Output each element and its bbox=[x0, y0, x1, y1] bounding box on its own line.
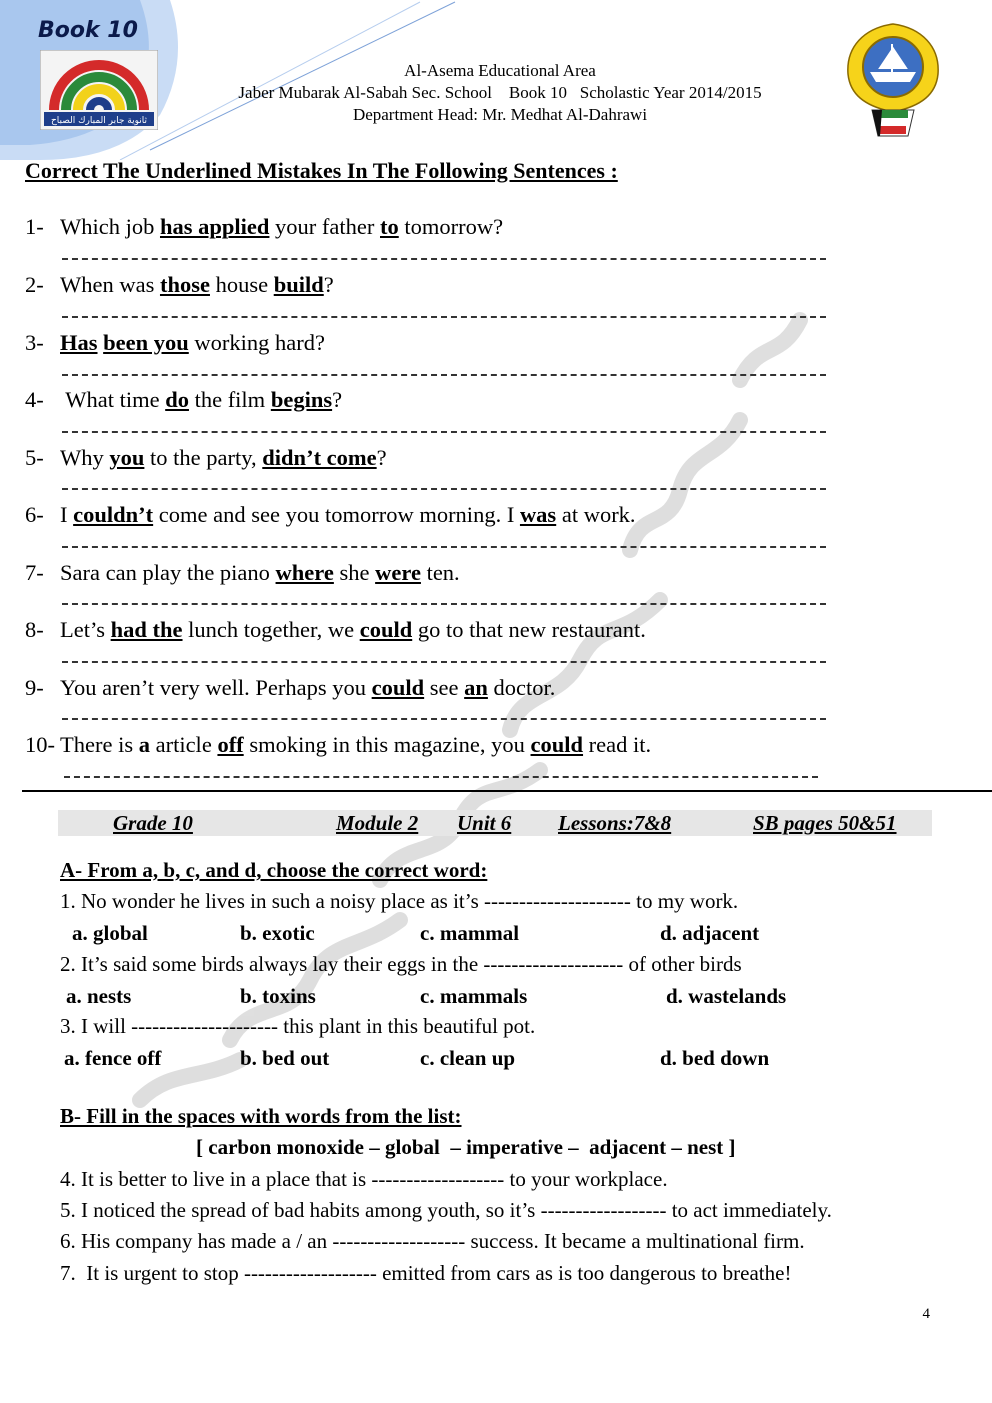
sentence-text: she bbox=[333, 560, 376, 585]
school-logo bbox=[40, 50, 158, 130]
question-1 bbox=[25, 214, 503, 240]
sentence-text: Why bbox=[60, 445, 110, 470]
question-number: 7- bbox=[25, 560, 44, 585]
question-5 bbox=[25, 445, 387, 471]
sentence-text: to the party, bbox=[144, 445, 263, 470]
sentence-text: What time bbox=[60, 387, 166, 412]
question-number: 9- bbox=[25, 675, 44, 700]
header-department: Department Head: Mr. Medhat Al-Dahrawi bbox=[352, 105, 648, 124]
part-a-q3-option-c: c. clean up bbox=[420, 1046, 516, 1070]
kuwait-emblem-icon bbox=[842, 22, 944, 140]
section-title: Correct The Underlined Mistakes In The Following Sentences : bbox=[25, 158, 618, 183]
question-2 bbox=[25, 272, 334, 298]
answer-line bbox=[62, 431, 826, 433]
question-number: 2- bbox=[25, 272, 44, 297]
part-a-q1-option-d: d. adjacent bbox=[660, 921, 760, 945]
lessons-label: Lessons:7&8 bbox=[558, 811, 672, 835]
question-number: 6- bbox=[25, 502, 44, 527]
part-a-question-1: 1. No wonder he lives in such a noisy place as it’s --------------------- to my work. bbox=[60, 889, 739, 913]
underlined-mistake: off bbox=[217, 732, 244, 757]
question-10 bbox=[25, 732, 651, 758]
question-number: 8- bbox=[25, 617, 44, 642]
grade-bar bbox=[58, 810, 932, 836]
sentence-text: ? bbox=[332, 387, 343, 412]
underlined-mistake: could bbox=[530, 732, 584, 757]
part-a-q3-option-d: d. bed down bbox=[660, 1046, 770, 1070]
sentence-text: the film bbox=[188, 387, 271, 412]
part-b-question-6: 6. His company has made a / an ------------------- success. It became a multinational firm. bbox=[60, 1229, 805, 1253]
answer-line bbox=[64, 776, 818, 778]
question-number: 3- bbox=[25, 330, 44, 355]
header bbox=[180, 60, 820, 126]
question-number: 4- bbox=[25, 387, 44, 412]
sentence-text: working hard? bbox=[188, 330, 325, 355]
sentence-text: lunch together, we bbox=[182, 617, 360, 642]
sentence-text: your father bbox=[269, 214, 380, 239]
underlined-mistake: were bbox=[375, 560, 421, 585]
sentence-text: You aren’t very well. Perhaps you bbox=[60, 675, 372, 700]
header-school: Jaber Mubarak Al-Sabah Sec. School Book 10 Scholastic Year 2014/2015 bbox=[238, 83, 762, 102]
underlined-mistake: had the bbox=[110, 617, 183, 642]
underlined-mistake: could bbox=[371, 675, 425, 700]
sentence-text: article bbox=[149, 732, 218, 757]
underlined-mistake: has applied bbox=[159, 214, 270, 239]
sentence-text: There is bbox=[60, 732, 139, 757]
module-label: Module 2 bbox=[336, 811, 419, 835]
book-label: Book 10 bbox=[38, 18, 138, 43]
underlined-mistake: to bbox=[380, 214, 399, 239]
header-area: Al-Asema Educational Area bbox=[404, 61, 596, 80]
underlined-mistake: where bbox=[275, 560, 334, 585]
sentence-text: see bbox=[424, 675, 465, 700]
underlined-mistake: was bbox=[519, 502, 557, 527]
sentence-text: tomorrow? bbox=[398, 214, 504, 239]
question-number: 10- bbox=[25, 732, 55, 757]
part-a-heading: A- From a, b, c, and d, choose the correct word: bbox=[60, 858, 488, 882]
underlined-mistake: couldn’t bbox=[73, 502, 154, 527]
underlined-mistake: you bbox=[109, 445, 145, 470]
answer-line bbox=[62, 661, 826, 663]
part-a-q1-option-b: b. exotic bbox=[240, 921, 315, 945]
answer-line bbox=[62, 488, 826, 490]
part-b-heading: B- Fill in the spaces with words from the list: bbox=[60, 1104, 462, 1128]
answer-line bbox=[62, 316, 826, 318]
underlined-mistake: been you bbox=[103, 330, 189, 355]
part-a-q2-option-d: d. wastelands bbox=[666, 984, 787, 1008]
underlined-mistake: build bbox=[273, 272, 324, 297]
sentence-text: read it. bbox=[583, 732, 652, 757]
part-b-question-4: 4. It is better to live in a place that is ------------------- to your workplace. bbox=[60, 1167, 668, 1191]
underlined-mistake: didn’t come bbox=[262, 445, 377, 470]
part-a-q3-option-b: b. bed out bbox=[240, 1046, 330, 1070]
word-list: [ carbon monoxide – global – imperative – adjacent – nest ] bbox=[196, 1135, 736, 1159]
pages-label: SB pages 50&51 bbox=[753, 811, 897, 835]
sentence-text: ? bbox=[376, 445, 387, 470]
sentence-text: doctor. bbox=[487, 675, 556, 700]
part-a-q3-option-a: a. fence off bbox=[64, 1046, 162, 1070]
bold-word: a bbox=[138, 732, 150, 757]
question-4 bbox=[25, 387, 342, 413]
answer-line bbox=[62, 258, 826, 260]
sentence-text: ten. bbox=[420, 560, 460, 585]
part-a-q2-option-c: c. mammals bbox=[420, 984, 528, 1008]
underlined-mistake: those bbox=[159, 272, 210, 297]
part-a-q1-option-c: c. mammal bbox=[420, 921, 520, 945]
underlined-mistake: could bbox=[359, 617, 413, 642]
question-9 bbox=[25, 675, 555, 701]
part-a-q2-option-a: a. nests bbox=[66, 984, 132, 1008]
answer-line bbox=[62, 374, 826, 376]
question-number: 1- bbox=[25, 214, 44, 239]
unit-label: Unit 6 bbox=[457, 811, 512, 835]
sentence-text: Which job bbox=[60, 214, 160, 239]
sentence-text: house bbox=[209, 272, 274, 297]
sentence-text: come and see you tomorrow morning. I bbox=[153, 502, 520, 527]
sentence-text: I bbox=[60, 502, 74, 527]
sentence-text: go to that new restaurant. bbox=[412, 617, 646, 642]
sentence-text: smoking in this magazine, you bbox=[243, 732, 531, 757]
part-a-question-2: 2. It’s said some birds always lay their eggs in the -------------------- of other birds bbox=[60, 952, 742, 976]
underlined-mistake: an bbox=[464, 675, 488, 700]
part-b-question-5: 5. I noticed the spread of bad habits among youth, so it’s ------------------ to act immediately. bbox=[60, 1198, 832, 1222]
sentence-text: Let’s bbox=[60, 617, 111, 642]
grade-label: Grade 10 bbox=[113, 811, 193, 835]
question-6 bbox=[25, 502, 636, 528]
question-3 bbox=[25, 330, 325, 356]
answer-line bbox=[62, 603, 826, 605]
answer-line bbox=[62, 546, 826, 548]
part-a-q2-option-b: b. toxins bbox=[240, 984, 316, 1008]
part-b-question-7: 7. It is urgent to stop ------------------- emitted from cars as is too dangerous to breathe! bbox=[60, 1261, 792, 1285]
school-name-arabic: ثانوية جابر المبارك الصباح bbox=[50, 116, 148, 126]
underlined-mistake: Has bbox=[60, 330, 98, 355]
section-divider bbox=[22, 790, 992, 792]
question-number: 5- bbox=[25, 445, 44, 470]
sentence-text: Sara can play the piano bbox=[60, 560, 276, 585]
part-a-q1-option-a: a. global bbox=[72, 921, 148, 945]
sentence-text: ? bbox=[323, 272, 334, 297]
page-number: 4 bbox=[922, 1306, 930, 1322]
answer-line bbox=[62, 718, 826, 720]
underlined-mistake: begins bbox=[270, 387, 333, 412]
sentence-text: When was bbox=[60, 272, 160, 297]
underlined-mistake: do bbox=[165, 387, 189, 412]
sentence-text: at work. bbox=[556, 502, 636, 527]
question-7 bbox=[25, 560, 460, 586]
question-8 bbox=[25, 617, 646, 643]
part-a-question-3: 3. I will --------------------- this plant in this beautiful pot. bbox=[60, 1014, 536, 1038]
